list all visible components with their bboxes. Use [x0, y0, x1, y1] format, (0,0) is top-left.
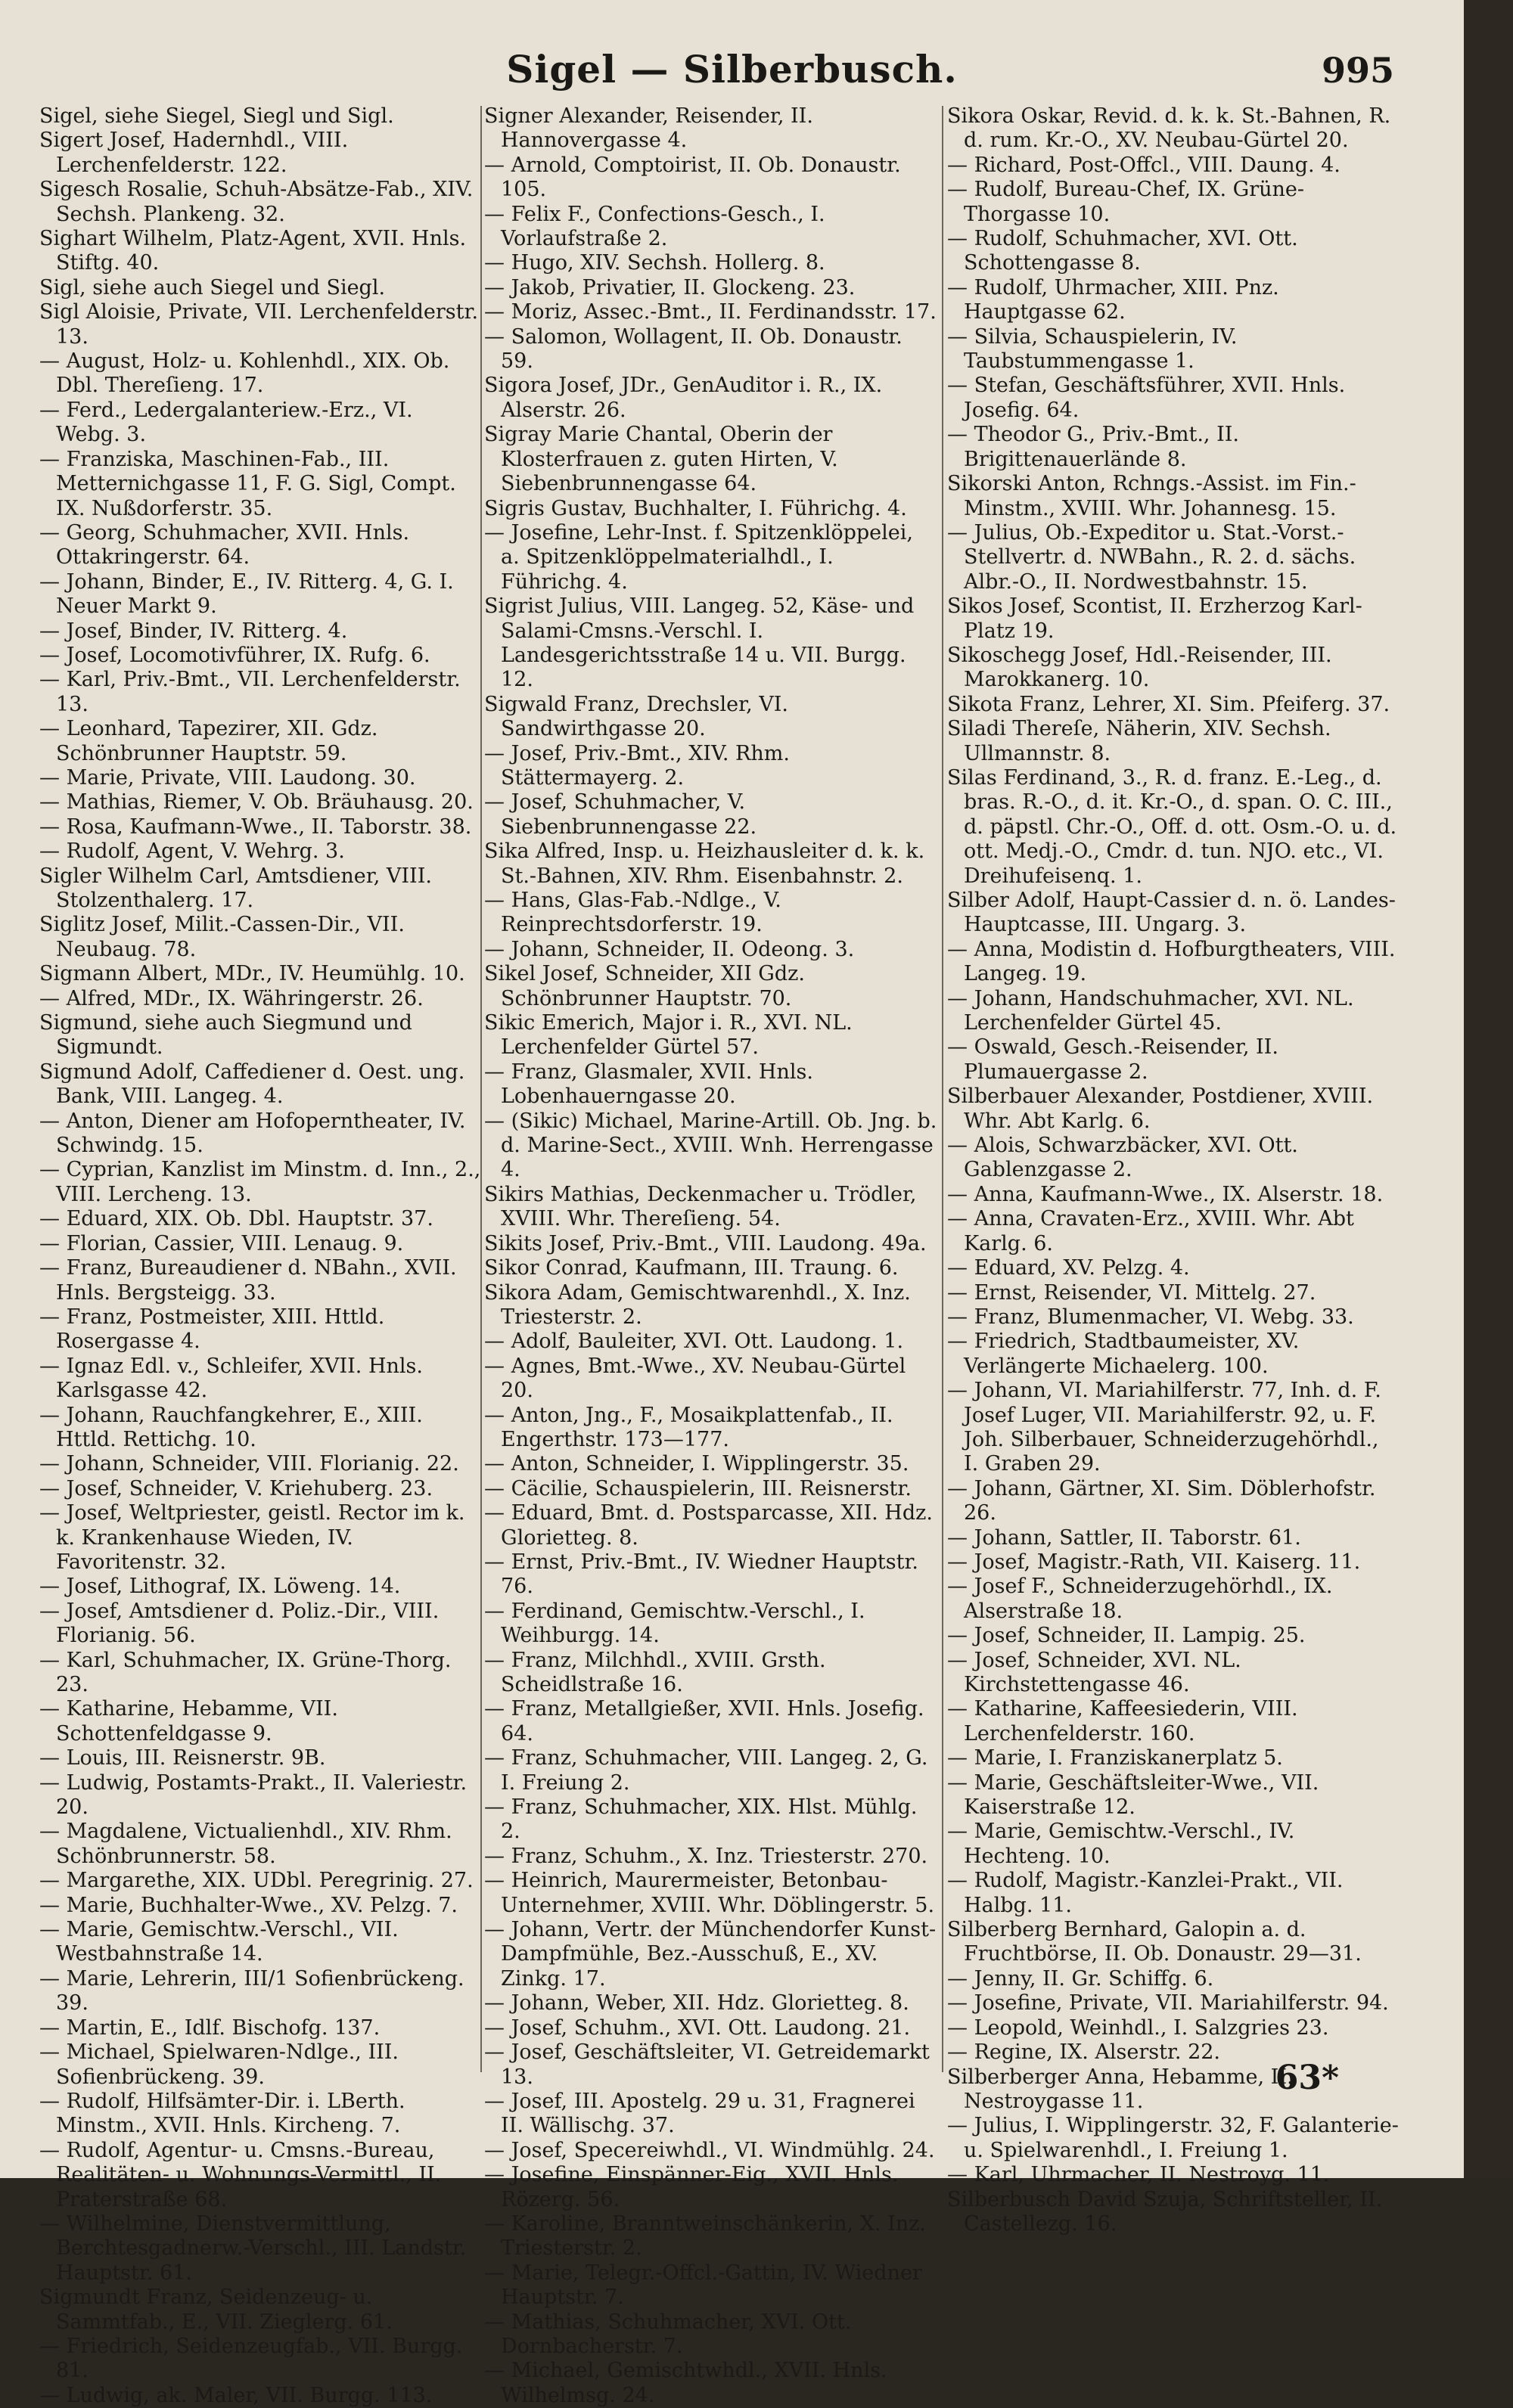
directory-entry: — Josef, Weltpriester, geistl. Rector im k. k. Krankenhause Wieden, IV. Favoritenstr. 32. — [39, 1501, 465, 1574]
directory-entry: Sikic Emerich, Major i. R., XVI. NL. Lerchenfelder Gürtel 57. — [484, 1011, 853, 1060]
directory-entry: — Karl, Schuhmacher, IX. Grüne-Thorg. 23. — [39, 1648, 452, 1696]
directory-entry: Sighart Wilhelm, Platz-Agent, XVII. Hnls. Stiftg. 40. — [39, 227, 467, 275]
directory-entry: — Julius, I. Wipplingerstr. 32, F. Galanterie- u. Spielwarenhdl., I. Freiung 1. — [947, 2114, 1399, 2162]
page-title: Sigel — Silberbusch. — [506, 47, 958, 92]
directory-entry: — Josef, Magistr.-Rath, VII. Kaiserg. 11. — [947, 1550, 1361, 1574]
directory-entry: — Marie, Gemischtw.-Verschl., VII. Westbahnstraße 14. — [39, 1918, 399, 1966]
directory-entry: — Karl, Priv.-Bmt., VII. Lerchenfelderstr. 13. — [39, 668, 461, 716]
directory-entry: — Leopold, Weinhdl., I. Salzgries 23. — [947, 2015, 1329, 2040]
directory-entry: — Rudolf, Magistr.-Kanzlei-Prakt., VII. Halbg. 11. — [947, 1869, 1344, 1917]
directory-entry: Sika Alfred, Insp. u. Heizhausleiter d. k. k. St.-Bahnen, XIV. Rhm. Eisenbahnstr. 2. — [484, 839, 925, 888]
directory-entry: — Ludwig, ak. Maler, VII. Burgg. 113. — [39, 2383, 433, 2407]
book-edge — [1464, 0, 1513, 2178]
directory-entry: — Michael, Gemischtwhdl., XVII. Hnls. Wilhelmsg. 24. — [484, 2359, 887, 2407]
directory-entry: — Margarethe, XIX. UDbl. Peregrinig. 27. — [39, 1869, 474, 1893]
directory-entry: — Josef, Geschäftsleiter, VI. Getreidemarkt 13. — [484, 2040, 930, 2089]
directory-entry: — Johann, Schneider, VIII. Florianig. 22. — [39, 1452, 459, 1476]
directory-entry: — Johann, Sattler, II. Taborstr. 61. — [947, 1525, 1301, 1550]
directory-entry: Silberberger Anna, Hebamme, II. Nestroygasse 11. — [947, 2065, 1294, 2113]
directory-entry: — Josef, Lithograf, IX. Löweng. 14. — [39, 1575, 401, 1599]
directory-entry: — Marie, I. Franziskanerplatz 5. — [947, 1746, 1283, 1770]
directory-entry: — Magdalene, Victualienhdl., XIV. Rhm. Schönbrunnerstr. 58. — [39, 1820, 452, 1868]
directory-entry: — Marie, Gemischtw.-Verschl., IV. Hechteng. 10. — [947, 1820, 1295, 1868]
directory-entry: — Rudolf, Agentur- u. Cmsns.-Bureau, Realitäten- u. Wohnungs-Vermittl., II. Praterstraße 68. — [39, 2138, 442, 2211]
directory-entry: — Mathias, Riemer, V. Ob. Bräuhausg. 20. — [39, 790, 474, 815]
directory-entry: — Leonhard, Tapezirer, XII. Gdz. Schönbrunner Hauptstr. 59. — [39, 717, 378, 765]
directory-entry: — Josefine, Lehr-Inst. f. Spitzenklöppelei, a. Spitzenklöppelmaterialhdl., I. Führichg. 4. — [484, 520, 913, 594]
directory-entry: — Johann, Schneider, II. Odeong. 3. — [484, 937, 855, 961]
directory-entry: — Josefine, Einspänner-Eig., XVII. Hnls. Rözerg. 56. — [484, 2163, 899, 2211]
directory-entry: — Florian, Cassier, VIII. Lenaug. 9. — [39, 1231, 404, 1255]
directory-entry: — Katharine, Kaffeesiederin, VIII. Lerchenfelderstr. 160. — [947, 1697, 1298, 1745]
directory-entry: — Moriz, Assec.-Bmt., II. Ferdinandsstr. 17. — [484, 300, 937, 324]
column-3 — [947, 104, 1400, 2236]
directory-entry: Sikel Josef, Schneider, XII Gdz. Schönbrunner Hauptstr. 70. — [484, 962, 805, 1010]
directory-entry: — Rudolf, Bureau-Chef, IX. Grüne-Thorgasse 10. — [947, 178, 1305, 226]
directory-entry: — Josef F., Schneiderzugehörhdl., IX. Alserstraße 18. — [947, 1575, 1333, 1623]
directory-entry: Sigl, siehe auch Siegel und Siegl. — [39, 275, 386, 299]
directory-entry: — Marie, Geschäftsleiter-Wwe., VII. Kaiserstraße 12. — [947, 1770, 1319, 1820]
directory-entry: Sigray Marie Chantal, Oberin der Klosterfrauen z. guten Hirten, V. Siebenbrunnengasse 64. — [484, 423, 838, 496]
directory-entry: Sigwald Franz, Drechsler, VI. Sandwirthgasse 20. — [484, 692, 789, 741]
directory-entry: — Franz, Milchhdl., XVIII. Grsth. Scheidlstraße 16. — [484, 1648, 826, 1696]
directory-entry: — Anton, Jng., F., Mosaikplattenfab., II. Engerthstr. 173—177. — [484, 1403, 893, 1451]
directory-entry: — Ernst, Reisender, VI. Mittelg. 27. — [947, 1280, 1316, 1305]
directory-entry: — Hans, Glas-Fab.-Ndlge., V. Reinprechtsdorferstr. 19. — [484, 889, 781, 937]
directory-entry: — Marie, Lehrerin, III/1 Sofienbrückeng. 39. — [39, 1966, 464, 2015]
directory-entry: Sigesch Rosalie, Schuh-Absätze-Fab., XIV. Sechsh. Plankeng. 32. — [39, 178, 474, 226]
directory-entry: — Felix F., Confections-Gesch., I. Vorlaufstraße 2. — [484, 202, 825, 251]
directory-entry: — Regine, IX. Alserstr. 22. — [947, 2040, 1221, 2065]
directory-entry: — Eduard, Bmt. d. Postsparcasse, XII. Hdz. Glorietteg. 8. — [484, 1501, 933, 1550]
directory-entry: — Rudolf, Uhrmacher, XIII. Pnz. Hauptgasse 62. — [947, 275, 1279, 324]
directory-entry: — Johann, Rauchfangkehrer, E., XIII. Httld. Rettichg. 10. — [39, 1403, 423, 1451]
directory-entry: — Michael, Spielwaren-Ndlge., III. Sofienbrückeng. 39. — [39, 2040, 399, 2089]
directory-entry: — Josef, Schneider, II. Lampig. 25. — [947, 1624, 1306, 1648]
directory-entry: — Franz, Schuhmacher, VIII. Langeg. 2, G. I. Freiung 2. — [484, 1746, 928, 1795]
directory-entry: — Hugo, XIV. Sechsh. Hollerg. 8. — [484, 251, 825, 275]
directory-entry: Sigel, siehe Siegel, Siegl und Sigl. — [39, 104, 394, 128]
directory-entry: — Eduard, XV. Pelzg. 4. — [947, 1256, 1190, 1280]
column-2 — [484, 104, 938, 2407]
column-divider — [942, 106, 943, 2072]
directory-entry: — (Sikic) Michael, Marine-Artill. Ob. Jng. b. d. Marine-Sect., XVIII. Wnh. Herrengasse 4. — [484, 1109, 937, 1182]
directory-entry: — Franz, Metallgießer, XVII. Hnls. Josefig. 64. — [484, 1697, 924, 1745]
directory-entry: Signer Alexander, Reisender, II. Hannovergasse 4. — [484, 104, 813, 153]
directory-entry: — Marie, Private, VIII. Laudong. 30. — [39, 765, 416, 790]
directory-entry: — Alois, Schwarzbäcker, XVI. Ott. Gablenzgasse 2. — [947, 1134, 1298, 1182]
directory-entry: — Franz, Schuhmacher, XIX. Hlst. Mühlg. 2. — [484, 1795, 918, 1844]
directory-entry: Sikor Conrad, Kaufmann, III. Traung. 6. — [484, 1256, 899, 1280]
directory-entry: — Josef, Schuhmacher, V. Siebenbrunnengasse 22. — [484, 790, 757, 839]
directory-entry: — Josef, III. Apostelg. 29 u. 31, Fragnerei II. Wällischg. 37. — [484, 2089, 915, 2138]
directory-entry: — Eduard, XIX. Ob. Dbl. Hauptstr. 37. — [39, 1207, 433, 1231]
directory-entry: Sigora Josef, JDr., GenAuditor i. R., IX. Alserstr. 26. — [484, 374, 883, 422]
directory-entry: — Rosa, Kaufmann-Wwe., II. Taborstr. 38. — [39, 815, 472, 839]
directory-entry: — Alfred, MDr., IX. Währingerstr. 26. — [39, 986, 424, 1010]
directory-entry: Silas Ferdinand, 3., R. d. franz. E.-Leg., d. bras. R.-O., d. it. Kr.-O., d. span. O. C. III., d. päpstl. Chr.-O., Off. d. ott. Osm.-O. u. d. ott. Medj.-O., Cmdr. d. tun. NJO. etc., VI. Dreihufeisenq. 1. — [947, 765, 1397, 888]
directory-entry: — Josef, Priv.-Bmt., XIV. Rhm. Stättermayerg. 2. — [484, 741, 790, 790]
directory-entry: Sikora Adam, Gemischtwarenhdl., X. Inz. Triesterstr. 2. — [484, 1280, 911, 1329]
directory-entry: — Friedrich, Seidenzeugfab., VII. Burgg. 81. — [39, 2334, 463, 2383]
directory-entry: — Ferd., Ledergalanteriew.-Erz., VI. Webg. 3. — [39, 398, 413, 447]
directory-entry: — Josef, Locomotivführer, IX. Rufg. 6. — [39, 643, 430, 667]
directory-entry: Sikirs Mathias, Deckenmacher u. Trödler, XVIII. Whr. Thereſieng. 54. — [484, 1182, 917, 1231]
directory-entry: — Stefan, Geschäftsführer, XVII. Hnls. Josefig. 64. — [947, 374, 1346, 422]
directory-entry: Sikits Josef, Priv.-Bmt., VIII. Laudong. 49a. — [484, 1231, 927, 1255]
directory-entry: — Wilhelmine, Dienstvermittlung, Berchtesgadnerw.-Verschl., III. Landstr. Hauptstr. 61. — [39, 2211, 467, 2285]
directory-entry: — Richard, Post-Offcl., VIII. Daung. 4. — [947, 153, 1341, 177]
directory-entry: Sigler Wilhelm Carl, Amtsdiener, VIII. Stolzenthalerg. 17. — [39, 864, 432, 912]
directory-entry: — Rudolf, Agent, V. Wehrg. 3. — [39, 839, 345, 864]
directory-entry: Sigrist Julius, VIII. Langeg. 52, Käse- und Salami-Cmsns.-Verschl. I. Landesgerichtsstraße 14 u. VII. Burgg. 12. — [484, 594, 915, 692]
directory-entry: — Josefine, Private, VII. Mariahilferstr. 94. — [947, 1991, 1389, 2015]
directory-entry: — Heinrich, Maurermeister, Betonbau-Unternehmer, XVIII. Whr. Döblingerstr. 5. — [484, 1869, 935, 1917]
directory-entry: Sigmann Albert, MDr., IV. Heumühlg. 10. — [39, 962, 465, 986]
directory-entry: — Arnold, Comptoirist, II. Ob. Donaustr. 105. — [484, 153, 901, 202]
directory-entry: — Katharine, Hebamme, VII. Schottenfeldgasse 9. — [39, 1697, 338, 1745]
directory-entry: — Ernst, Priv.-Bmt., IV. Wiedner Hauptstr. 76. — [484, 1550, 919, 1599]
directory-entry: Sigris Gustav, Buchhalter, I. Führichg. 4. — [484, 496, 907, 520]
directory-entry: — Agnes, Bmt.-Wwe., XV. Neubau-Gürtel 20. — [484, 1354, 906, 1403]
directory-entry: — Adolf, Bauleiter, XVI. Ott. Laudong. 1. — [484, 1330, 904, 1354]
directory-entry: Sikorski Anton, Rchngs.-Assist. im Fin.-Minstm., XVIII. Whr. Johannesg. 15. — [947, 472, 1356, 520]
directory-entry: — Rudolf, Hilfsämter-Dir. i. LBerth. Minstm., XVII. Hnls. Kircheng. 7. — [39, 2089, 405, 2138]
directory-entry: — Josef, Schneider, XVI. NL. Kirchstettengasse 46. — [947, 1648, 1241, 1696]
directory-entry: — August, Holz- u. Kohlenhdl., XIX. Ob. Dbl. Thereſieng. 17. — [39, 349, 450, 398]
directory-entry: — Franz, Blumenmacher, VI. Webg. 33. — [947, 1305, 1354, 1329]
directory-entry: — Franz, Schuhm., X. Inz. Triesterstr. 270. — [484, 1844, 928, 1868]
page-number: 995 — [1321, 50, 1394, 91]
directory-entry: — Anna, Cravaten-Erz., XVIII. Whr. Abt Karlg. 6. — [947, 1207, 1354, 1255]
directory-entry: — Johann, Gärtner, XI. Sim. Döblerhofstr. 26. — [947, 1476, 1376, 1525]
directory-entry: Siglitz Josef, Milit.-Cassen-Dir., VII. Neubaug. 78. — [39, 913, 405, 961]
directory-entry: Sigmundt Franz, Seidenzeug- u. Sammtfab., E., VII. Zieglerg. 61. — [39, 2285, 393, 2334]
directory-entry: Sikora Oskar, Revid. d. k. k. St.-Bahnen, R. d. rum. Kr.-O., XV. Neubau-Gürtel 20. — [947, 104, 1391, 153]
directory-entry: — Anna, Kaufmann-Wwe., IX. Alserstr. 18. — [947, 1182, 1384, 1206]
directory-entry: — Franz, Postmeister, XIII. Httld. Rosergasse 4. — [39, 1305, 385, 1354]
directory-entry: Sigl Aloisie, Private, VII. Lerchenfelderstr. 13. — [39, 300, 479, 349]
directory-entry: — Theodor G., Priv.-Bmt., II. Brigittenauerlände 8. — [947, 423, 1240, 471]
directory-entry: — Franziska, Maschinen-Fab., III. Metternichgasse 11, F. G. Sigl, Compt. IX. Nußdorferstr. 35. — [39, 447, 456, 520]
directory-entry: — Marie, Buchhalter-Wwe., XV. Pelzg. 7. — [39, 1893, 458, 1917]
directory-entry: Silberberg Bernhard, Galopin a. d. Fruchtbörse, II. Ob. Donaustr. 29—31. — [947, 1918, 1362, 1966]
directory-entry: — Friedrich, Stadtbaumeister, XV. Verlängerte Michaelerg. 100. — [947, 1330, 1300, 1378]
directory-entry: Siladi Thereſe, Näherin, XIV. Sechsh. Ullmannstr. 8. — [947, 717, 1331, 765]
directory-entry: — Franz, Glasmaler, XVII. Hnls. Lobenhauerngasse 20. — [484, 1060, 813, 1109]
directory-entry: — Salomon, Wollagent, II. Ob. Donaustr. 59. — [484, 324, 903, 374]
page-header — [0, 47, 1464, 100]
directory-entry: — Karoline, Branntweinschänkerin, X. Inz. Triesterstr. 2. — [484, 2211, 926, 2261]
directory-entry: Sikos Josef, Scontist, II. Erzherzog Karl-Platz 19. — [947, 594, 1362, 643]
directory-entry: — Marie, Telegr.-Offcl.-Gattin, IV. Wiedner Hauptstr. 7. — [484, 2261, 922, 2310]
directory-entry: Silberbauer Alexander, Postdiener, XVIII. Whr. Abt Karlg. 6. — [947, 1085, 1374, 1133]
directory-entry: — Josef, Schneider, V. Kriehuberg. 23. — [39, 1476, 433, 1500]
directory-entry: Silberbusch David Szuja, Schriftsteller, II. Castellezg. 16. — [947, 2187, 1383, 2236]
directory-entry: — Johann, Handschuhmacher, XVI. NL. Lerchenfelder Gürtel 45. — [947, 986, 1354, 1035]
directory-entry: Sikoschegg Josef, Hdl.-Reisender, III. Marokkanerg. 10. — [947, 643, 1332, 692]
directory-entry: — Rudolf, Schuhmacher, XVI. Ott. Schottengasse 8. — [947, 227, 1298, 275]
directory-entry: — Josef, Binder, IV. Ritterg. 4. — [39, 619, 348, 643]
directory-entry: — Cäcilie, Schauspielerin, III. Reisnerstr. — [484, 1476, 912, 1500]
directory-entry: — Josef, Specereiwhdl., VI. Windmühlg. 24. — [484, 2138, 935, 2162]
directory-entry: — Cyprian, Kanzlist im Minstm. d. Inn., 2., VIII. Lercheng. 13. — [39, 1158, 481, 1206]
directory-entry: — Ludwig, Postamts-Prakt., II. Valeriestr. 20. — [39, 1770, 468, 1820]
directory-entry: — Silvia, Schauspielerin, IV. Taubstummengasse 1. — [947, 324, 1238, 374]
directory-entry: Sigert Josef, Hadernhdl., VIII. Lerchenfelderstr. 122. — [39, 129, 349, 177]
directory-entry: — Anton, Schneider, I. Wipplingerstr. 35. — [484, 1452, 909, 1476]
directory-entry: — Karl, Uhrmacher, II. Nestroyg. 11. — [947, 2163, 1330, 2187]
directory-entry: — Martin, E., Idlf. Bischofg. 137. — [39, 2015, 381, 2040]
directory-entry: — Ignaz Edl. v., Schleifer, XVII. Hnls. Karlsgasse 42. — [39, 1354, 423, 1403]
directory-entry: Sigmund Adolf, Caffediener d. Oest. ung. Bank, VIII. Langeg. 4. — [39, 1060, 465, 1109]
directory-entry: — Franz, Bureaudiener d. NBahn., XVII. Hnls. Bergsteigg. 33. — [39, 1256, 457, 1305]
directory-entry: — Mathias, Schuhmacher, XVI. Ott. Dornbacherstr. 7. — [484, 2310, 852, 2358]
directory-entry: — Julius, Ob.-Expeditor u. Stat.-Vorst.-Stellvertr. d. NWBahn., R. 2. d. sächs. Albr.-O., II. Nordwestbahnstr. 15. — [947, 520, 1356, 594]
directory-entry: — Oswald, Gesch.-Reisender, II. Plumauergasse 2. — [947, 1035, 1278, 1084]
directory-entry: — Johann, Weber, XII. Hdz. Glorietteg. 8. — [484, 1991, 909, 2015]
directory-entry: — Johann, Vertr. der Münchendorfer Kunst-Dampfmühle, Bez.-Ausschuß, E., XV. Zinkg. 17. — [484, 1918, 937, 1991]
column-1 — [39, 104, 482, 2407]
directory-entry: — Ferdinand, Gemischtw.-Verschl., I. Weihburgg. 14. — [484, 1599, 865, 1648]
directory-entry: — Jenny, II. Gr. Schiffg. 6. — [947, 1966, 1214, 1991]
directory-entry: Sikota Franz, Lehrer, XI. Sim. Pfeiferg. 37. — [947, 692, 1390, 716]
directory-entry: — Josef, Amtsdiener d. Poliz.-Dir., VIII. Florianig. 56. — [39, 1599, 440, 1648]
directory-entry: Sigmund, siehe auch Siegmund und Sigmundt. — [39, 1011, 412, 1060]
directory-entry: — Jakob, Privatier, II. Glockeng. 23. — [484, 275, 856, 299]
directory-entry: — Josef, Schuhm., XVI. Ott. Laudong. 21. — [484, 2015, 911, 2040]
directory-entry: — Johann, VI. Mariahilferstr. 77, Inh. d. F. Josef Luger, VII. Mariahilferstr. 92, u. F. Joh. Silberbauer, Schneiderzugehörhdl., I. Graben 29. — [947, 1379, 1381, 1476]
directory-entry: — Georg, Schuhmacher, XVII. Hnls. Ottakringerstr. 64. — [39, 520, 410, 569]
signature-mark: 63* — [1275, 2059, 1339, 2097]
directory-entry: Silber Adolf, Haupt-Cassier d. n. ö. Landes-Hauptcasse, III. Ungarg. 3. — [947, 889, 1396, 937]
directory-entry: — Louis, III. Reisnerstr. 9B. — [39, 1746, 326, 1770]
directory-entry: — Anton, Diener am Hofoperntheater, IV. Schwindg. 15. — [39, 1109, 466, 1158]
directory-entry: — Anna, Modistin d. Hofburgtheaters, VIII. Langeg. 19. — [947, 937, 1396, 986]
directory-entry: — Johann, Binder, E., IV. Ritterg. 4, G. I. Neuer Markt 9. — [39, 569, 454, 619]
